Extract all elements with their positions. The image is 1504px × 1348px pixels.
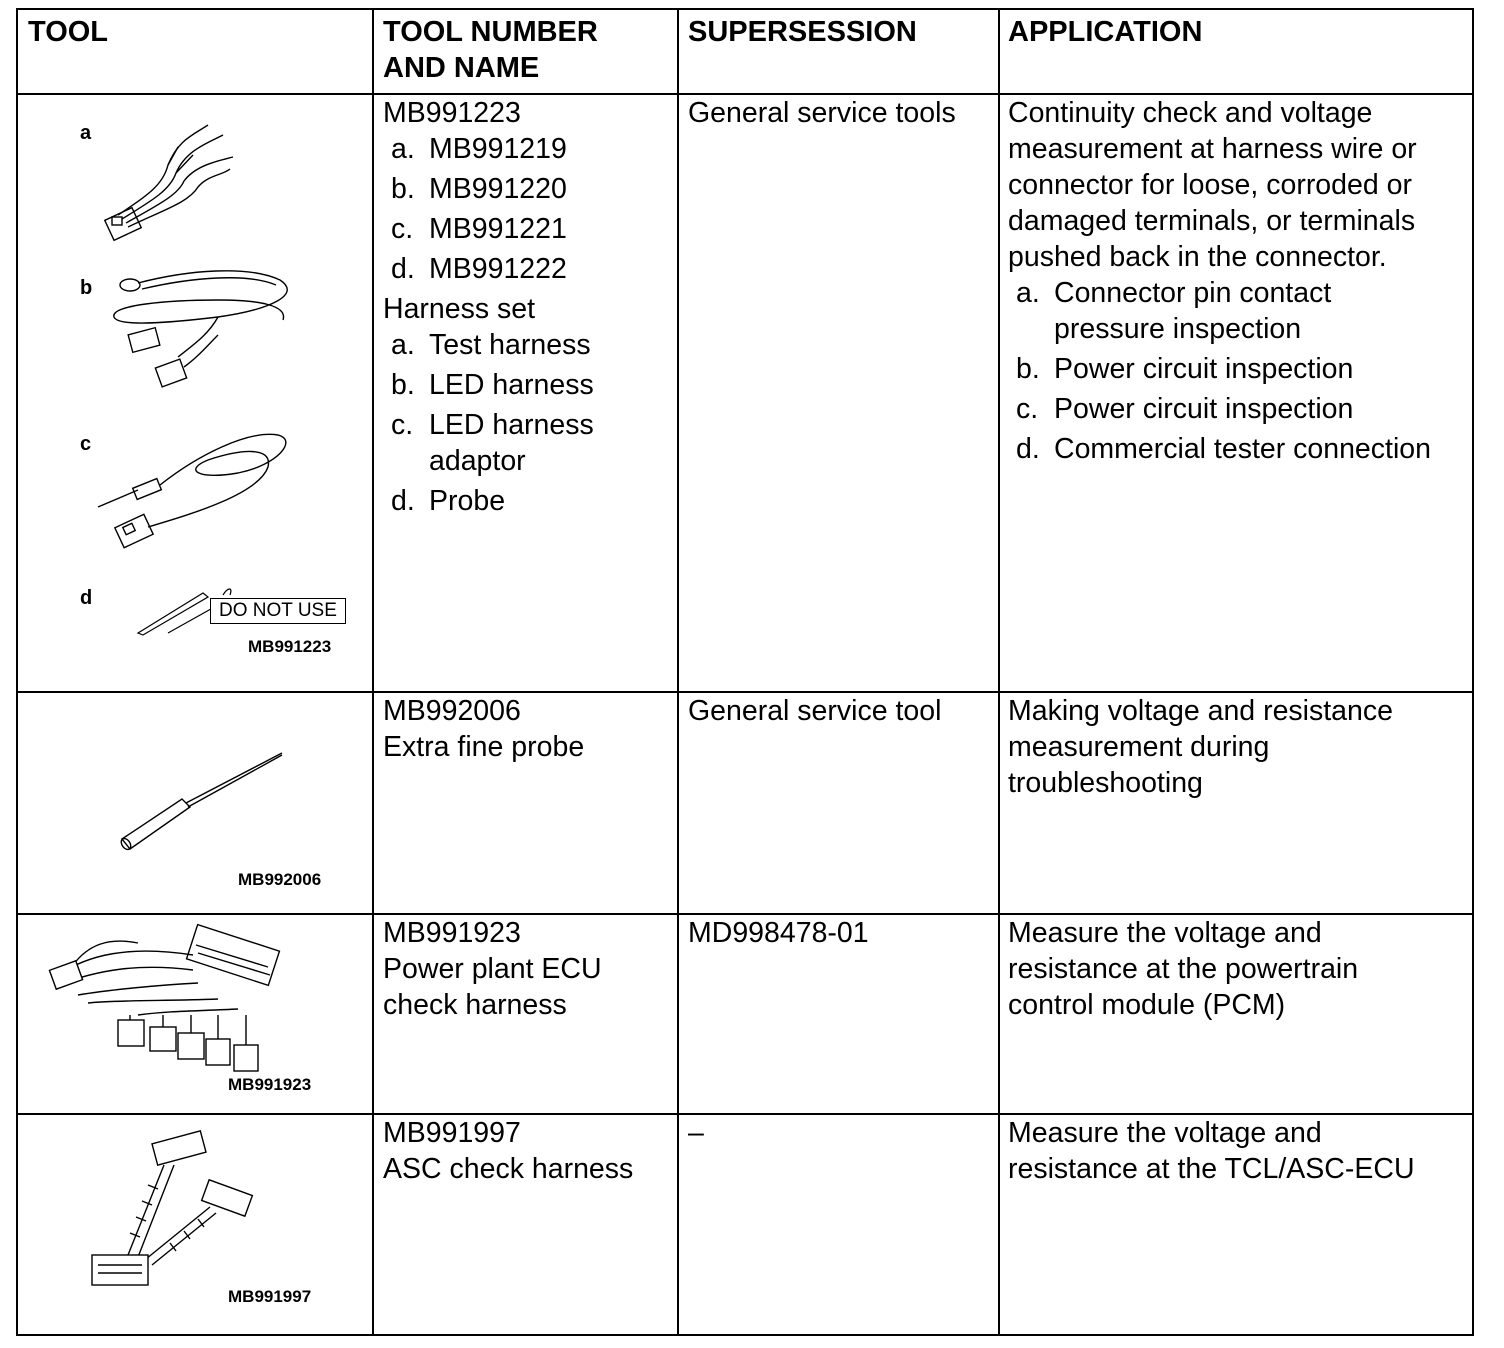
tool-number-cell — [383, 915, 673, 1023]
header-tool: TOOL — [28, 16, 109, 48]
figure-label-d: d — [80, 587, 93, 609]
tool-number: MB991997 — [383, 1117, 521, 1149]
header-tool-number: TOOL NUMBER AND NAME — [383, 16, 598, 84]
tool-number: MB991923 — [383, 917, 521, 949]
list-item: d. Commercial tester connection — [1016, 433, 1431, 465]
tool-name: ASC check harness — [383, 1153, 634, 1185]
list-item: c. MB991221 — [391, 213, 567, 245]
figure-code: MB991923 — [228, 1075, 312, 1094]
list-item: c. LED harness adaptor — [391, 409, 594, 477]
sub-name-list — [383, 327, 673, 519]
list-item: b. MB991220 — [391, 173, 567, 205]
figure-code: MB991997 — [228, 1287, 312, 1306]
supersession-cell: – — [688, 1117, 704, 1149]
application-cell: Making voltage and resistance measurement during troubleshooting — [1008, 695, 1393, 799]
tool-number-cell — [383, 693, 673, 765]
tool-figure-mb991223 — [18, 95, 372, 691]
tool-name: Harness set — [383, 293, 536, 325]
supersession-cell: General service tool — [688, 695, 942, 727]
tool-figure-mb992006 — [18, 693, 372, 913]
tool-name: Extra fine probe — [383, 731, 585, 763]
sub-number-list — [383, 131, 673, 287]
list-item: a. Connector pin contact pressure inspection — [1016, 277, 1332, 345]
supersession-cell: General service tools — [688, 97, 956, 129]
special-tools-table — [16, 8, 1474, 1336]
list-item: a. MB991219 — [391, 133, 567, 165]
list-item: c. Power circuit inspection — [1016, 393, 1354, 425]
column-divider — [998, 10, 1000, 1334]
application-text: Continuity check and voltage measurement at harness wire or connector for loose, corroded or damaged terminals, or terminals pushed back in the connector. — [1008, 97, 1417, 273]
asc-check-harness-illustration — [18, 1115, 372, 1334]
check-harness-illustration — [18, 915, 372, 1113]
tool-number-cell — [383, 1115, 673, 1187]
do-not-use-label: DO NOT USE — [210, 598, 346, 624]
application-cell: Measure the voltage and resistance at the powertrain control module (PCM) — [1008, 917, 1359, 1021]
list-item: b. Power circuit inspection — [1016, 353, 1354, 385]
application-cell: Measure the voltage and resistance at the TCL/ASC-ECU — [1008, 1117, 1415, 1185]
column-divider — [677, 10, 679, 1334]
tool-figure-mb991923 — [18, 915, 372, 1113]
header-application: APPLICATION — [1008, 16, 1203, 48]
list-item: a. Test harness — [391, 329, 591, 361]
header-supersession: SUPERSESSION — [688, 16, 917, 48]
figure-code: MB992006 — [238, 870, 322, 889]
tool-number-cell — [383, 95, 673, 523]
tool-number: MB992006 — [383, 695, 521, 727]
figure-code: MB991223 — [248, 637, 332, 656]
list-item: d. Probe — [391, 485, 506, 517]
column-divider — [372, 10, 374, 1334]
figure-label-c: c — [80, 433, 92, 455]
list-item: b. LED harness — [391, 369, 594, 401]
tool-number: MB991223 — [383, 97, 521, 129]
list-item: d. MB991222 — [391, 253, 567, 285]
application-cell — [1008, 95, 1468, 471]
supersession-cell: MD998478-01 — [688, 917, 869, 949]
tool-figure-mb991997 — [18, 1115, 372, 1334]
tool-name: Power plant ECU check harness — [383, 953, 602, 1021]
figure-label-a: a — [80, 122, 92, 144]
application-item-list — [1008, 275, 1468, 467]
figure-label-b: b — [80, 277, 93, 299]
